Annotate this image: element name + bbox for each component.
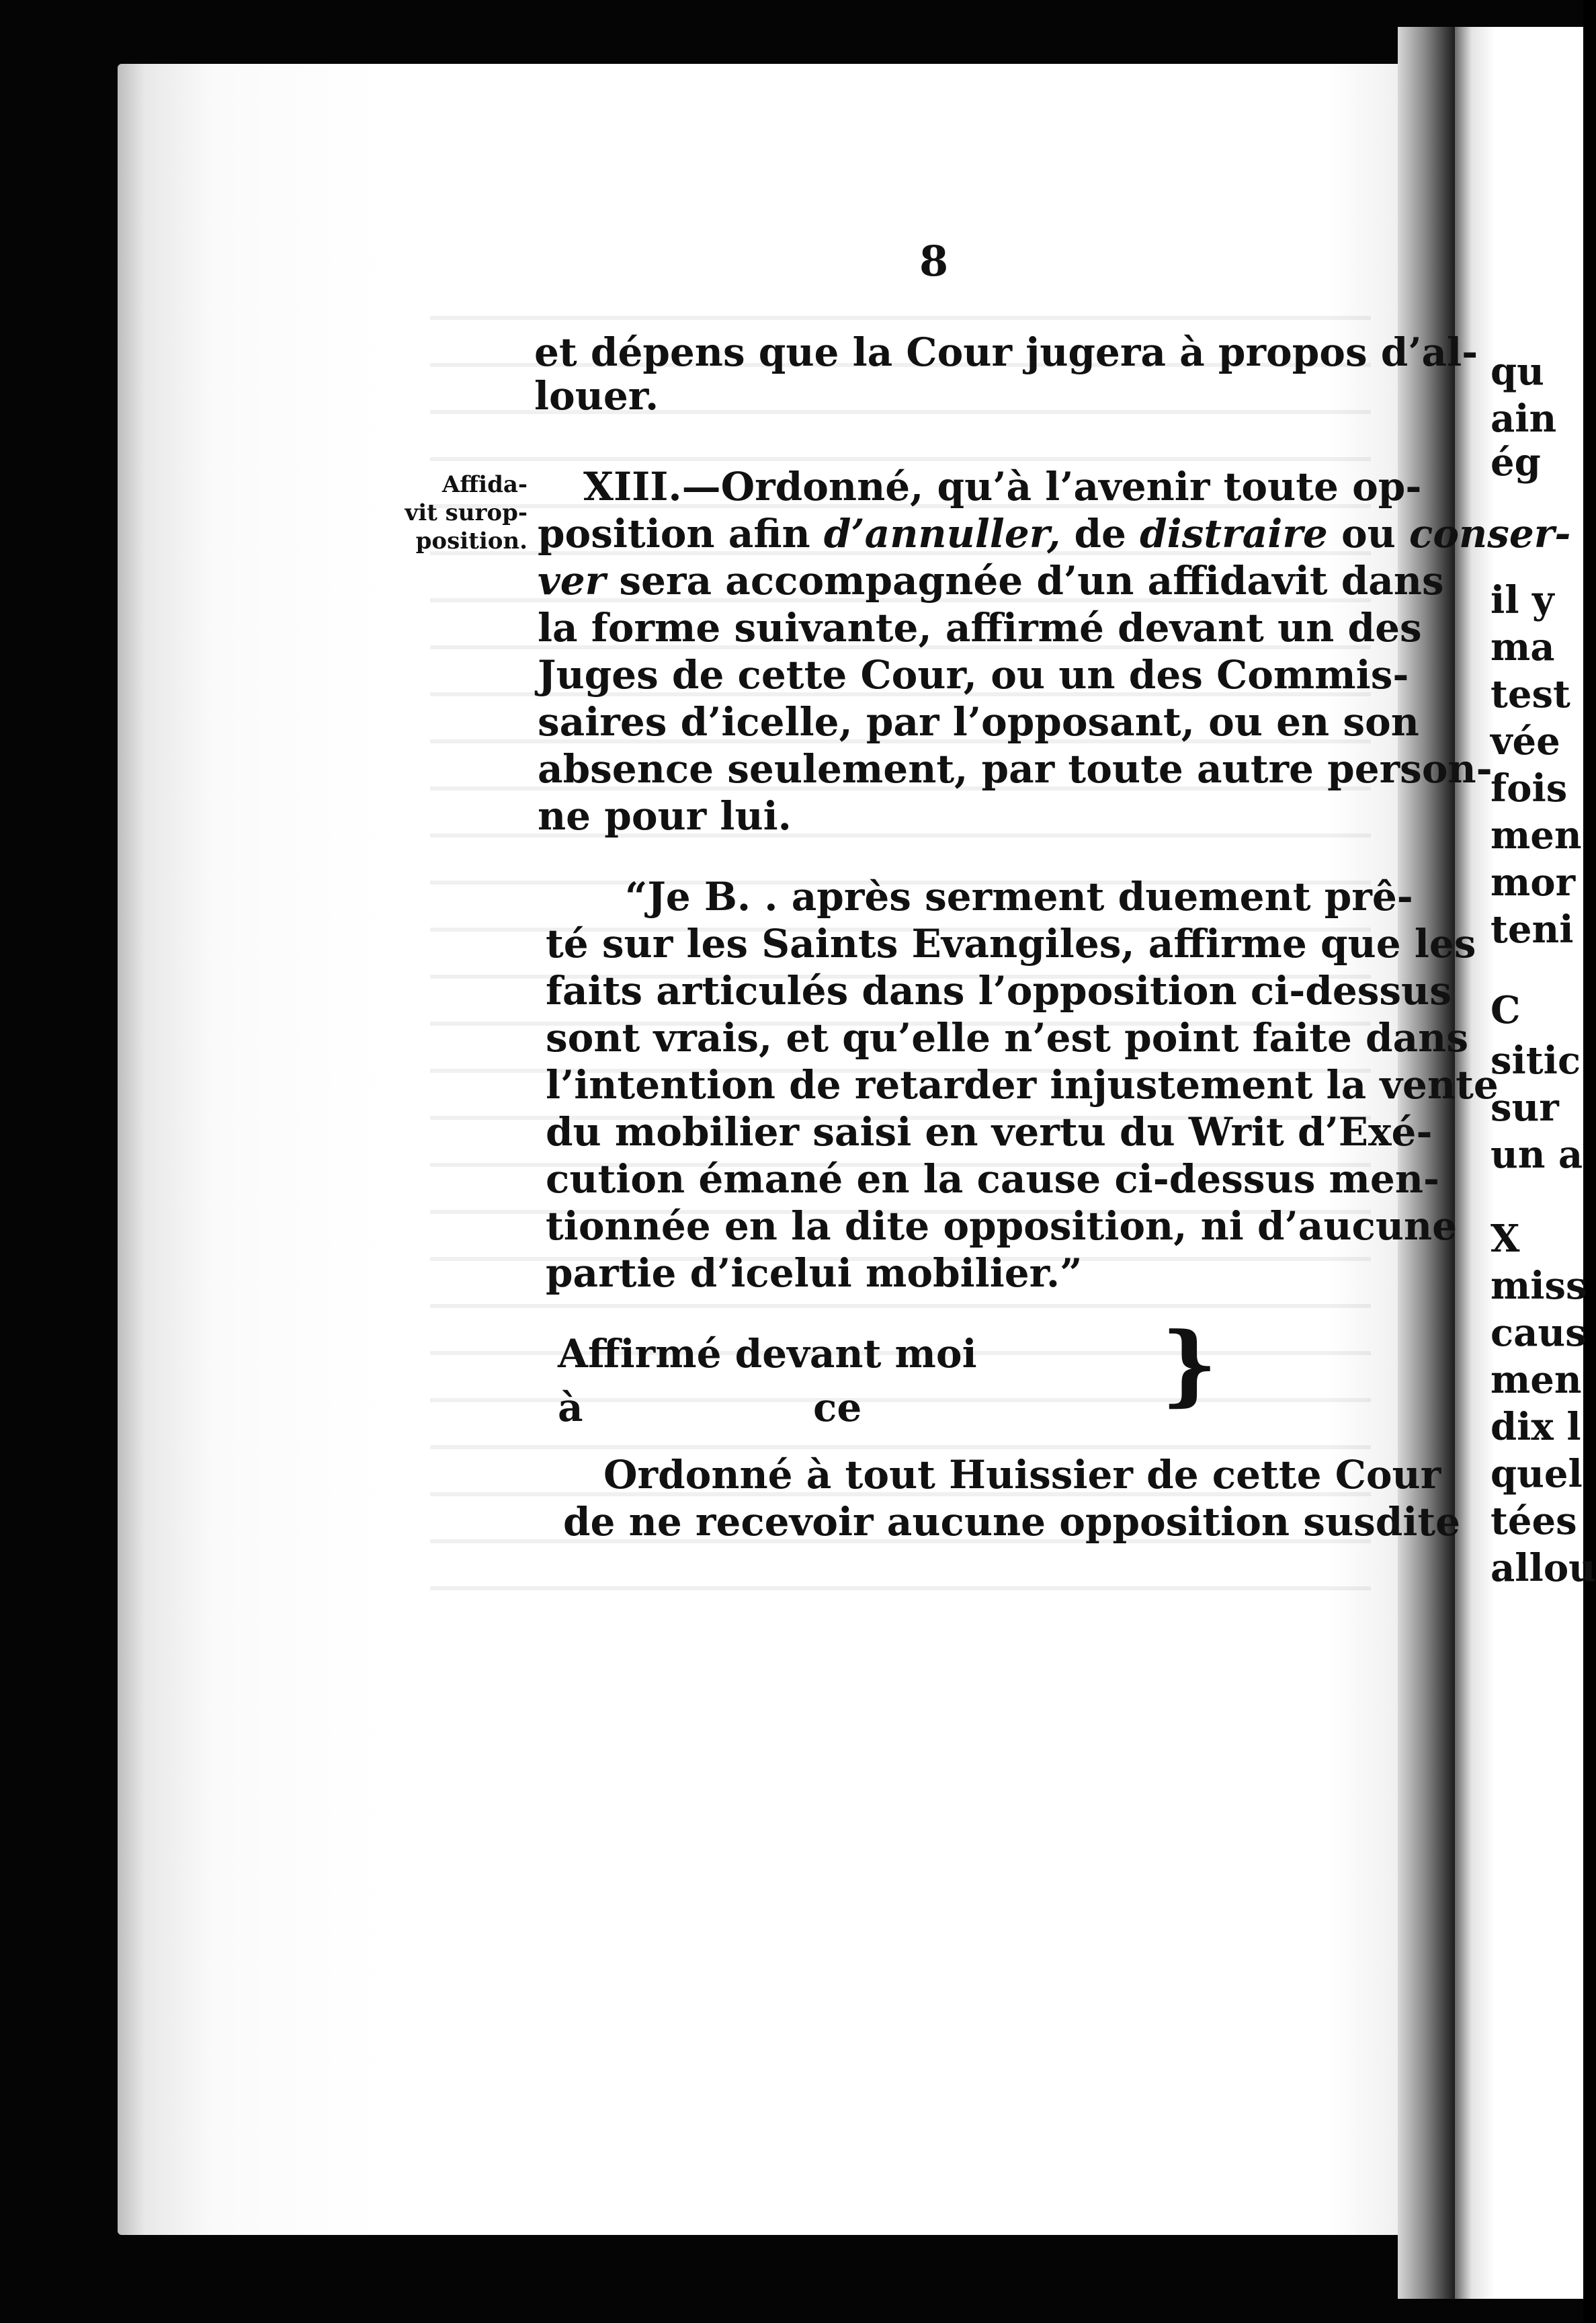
facing-page-fragment: caus <box>1490 1311 1587 1355</box>
facing-page-fragment: dix l <box>1490 1405 1581 1449</box>
text-line: ne pour lui. <box>538 793 792 839</box>
facing-page-fragment: ain <box>1490 397 1557 441</box>
text-segment: position afin <box>538 511 824 557</box>
facing-page-fragment: qu <box>1490 350 1544 394</box>
text-line <box>538 558 1444 604</box>
text-line: la forme suivante, affirmé devant un des <box>538 605 1422 651</box>
text-line: ce <box>813 1385 862 1430</box>
facing-page-fragment: teni <box>1490 907 1574 952</box>
italic-word: ver <box>538 558 606 604</box>
facing-page-fragment: ég <box>1490 440 1541 485</box>
margin-note-line: Affida- <box>442 471 528 498</box>
text-line: du mobilier saisi en vertu du Writ d’Exé- <box>546 1109 1433 1155</box>
facing-page-fragment: vée <box>1490 719 1560 764</box>
text-line: à <box>558 1385 583 1430</box>
italic-word: d’annuller, <box>823 511 1061 557</box>
facing-page-fragment: sur <box>1490 1086 1559 1130</box>
facing-page-fragment: allou <box>1490 1546 1596 1590</box>
facing-page-fragment: ma <box>1490 625 1555 669</box>
text-line: Affirmé devant moi <box>558 1331 977 1377</box>
margin-note <box>373 471 528 555</box>
text-line: sont vrais, et qu’elle n’est point faite dans <box>546 1015 1468 1061</box>
text-segment: de <box>1060 511 1140 557</box>
text-line: louer. <box>534 373 659 419</box>
text-line: tionnée en la dite opposition, ni d’aucune <box>546 1203 1458 1249</box>
text-line: faits articulés dans l’opposition ci-dessus <box>546 968 1452 1014</box>
facing-page-fragment: C <box>1490 988 1521 1032</box>
facing-page-fragment: quel <box>1490 1452 1583 1496</box>
text-line: Ordonné à tout Huissier de cette Cour <box>603 1452 1441 1498</box>
brace-symbol: } <box>1161 1313 1218 1416</box>
text-line: té sur les Saints Evangiles, affirme que les <box>546 921 1476 967</box>
text-line: de ne recevoir aucune opposition susdite <box>563 1499 1461 1545</box>
facing-page-fragment: tées <box>1490 1499 1577 1543</box>
text-segment: sera accompagnée d’un affidavit dans <box>605 558 1444 604</box>
text-line: l’intention de retarder injustement la vente <box>546 1062 1499 1108</box>
facing-page-fragment: X <box>1490 1217 1520 1261</box>
text-line: cution émané en la cause ci-dessus men- <box>546 1156 1440 1202</box>
facing-page-fragment: test <box>1490 672 1570 717</box>
facing-page-fragment: men <box>1490 813 1582 858</box>
text-segment: ou <box>1327 511 1410 557</box>
italic-word: conser- <box>1409 511 1571 557</box>
facing-page-fragment: men <box>1490 1358 1582 1402</box>
facing-page-fragment: fois <box>1490 766 1568 811</box>
text-line: absence seulement, par toute autre person- <box>538 746 1493 792</box>
text-line: et dépens que la Cour jugera à propos d’al- <box>534 329 1478 375</box>
facing-page-fragment: il y <box>1490 578 1554 622</box>
text-line: saires d’icelle, par l’opposant, ou en son <box>538 699 1419 745</box>
facing-page-fragment: mor <box>1490 860 1576 905</box>
facing-page-fragment: miss <box>1490 1264 1587 1308</box>
facing-page-fragment: sitic <box>1490 1038 1581 1083</box>
margin-note-line: position. <box>415 528 528 555</box>
text-line: partie d’icelui mobilier.” <box>546 1250 1083 1296</box>
text-line <box>538 511 1570 557</box>
italic-word: distraire <box>1140 511 1328 557</box>
page-number: 8 <box>919 237 949 286</box>
text-line: “Je B. . après serment duement prê- <box>625 874 1413 920</box>
text-line: Juges de cette Cour, ou un des Commis- <box>538 652 1409 698</box>
text-line: XIII.—Ordonné, qu’à l’avenir toute op- <box>583 464 1422 510</box>
margin-note-line: vit surop- <box>405 499 528 526</box>
facing-page-fragment: un a <box>1490 1133 1583 1177</box>
